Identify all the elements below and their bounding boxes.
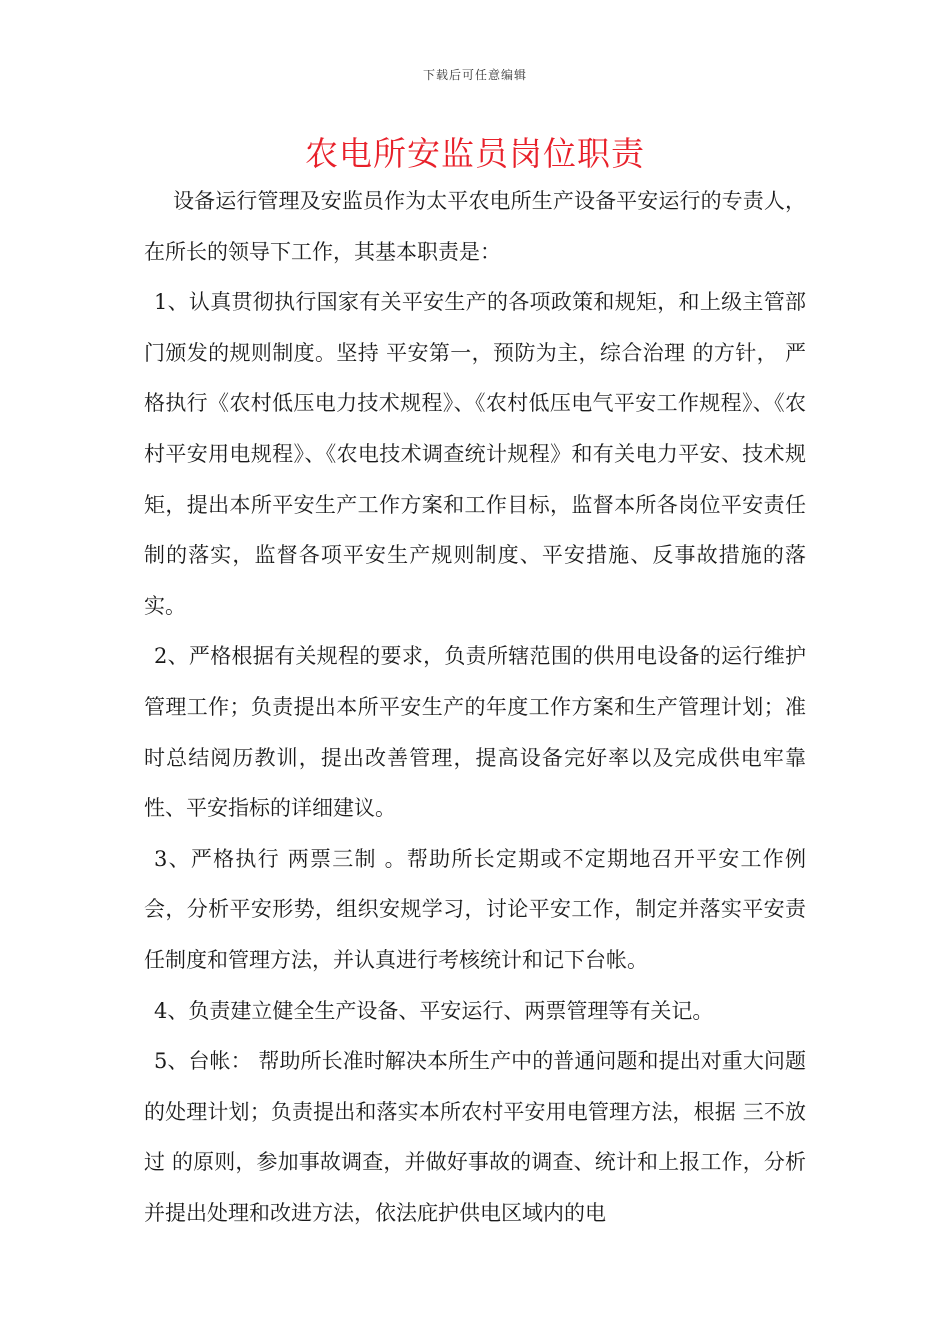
paragraph-intro: 设备运行管理及安监员作为太平农电所生产设备平安运行的专责人，在所长的领导下工作，其基本职责是： <box>144 189 806 264</box>
paragraph-item-5: 5、台帐： 帮助所长准时解决本所生产中的普通问题和提出对重大问题的处理计划；负责提出和落实本所农村平安用电管理方法，根据 三不放过 的原则，参加事故调查，并做好事故的调查、统计和上报工作，分析并提出处理和改进方法，依法庇护供电区域内的电 <box>144 1049 806 1225</box>
paragraph-item-3: 3、严格执行 两票三制 。帮助所长定期或不定期地召开平安工作例会，分析平安形势，组织安规学习，讨论平安工作，制定并落实平安责任制度和管理方法，并认真进行考核统计和记下台帐。 <box>144 846 806 972</box>
paragraph-item-2: 2、严格根据有关规程的要求，负责所辖范围的供用电设备的运行维护管理工作；负责提出本所平安生产的年度工作方案和生产管理计划；准时总结阅历教训，提出改善管理，提高设备完好率以及完成供电牢靠性、平安指标的详细建议。 <box>144 644 806 821</box>
document-title: 农电所安监员岗位职责 <box>305 134 645 173</box>
header-note: 下载后可任意编辑 <box>422 68 527 82</box>
document-body <box>144 176 806 1238</box>
paragraph-item-1: 1、认真贯彻执行国家有关平安生产的各项政策和规矩，和上级主管部门颁发的规则制度。坚持 平安第一，预防为主，综合治理 的方针， 严格执行《农村低压电力技术规程》、《农村低压电气平安工作规程》、《农村平安用电规程》、《农电技术调查统计规程》和有关电力平安、技术规矩，提出本所平安生产工作方案和工作目标，监督本所各岗位平安责任制的落实，监督各项平安生产规则制度、平安措施、反事故措施的落实。 <box>144 290 806 618</box>
paragraph-item-4: 4、负责建立健全生产设备、平安运行、两票管理等有关记。 <box>154 998 714 1023</box>
